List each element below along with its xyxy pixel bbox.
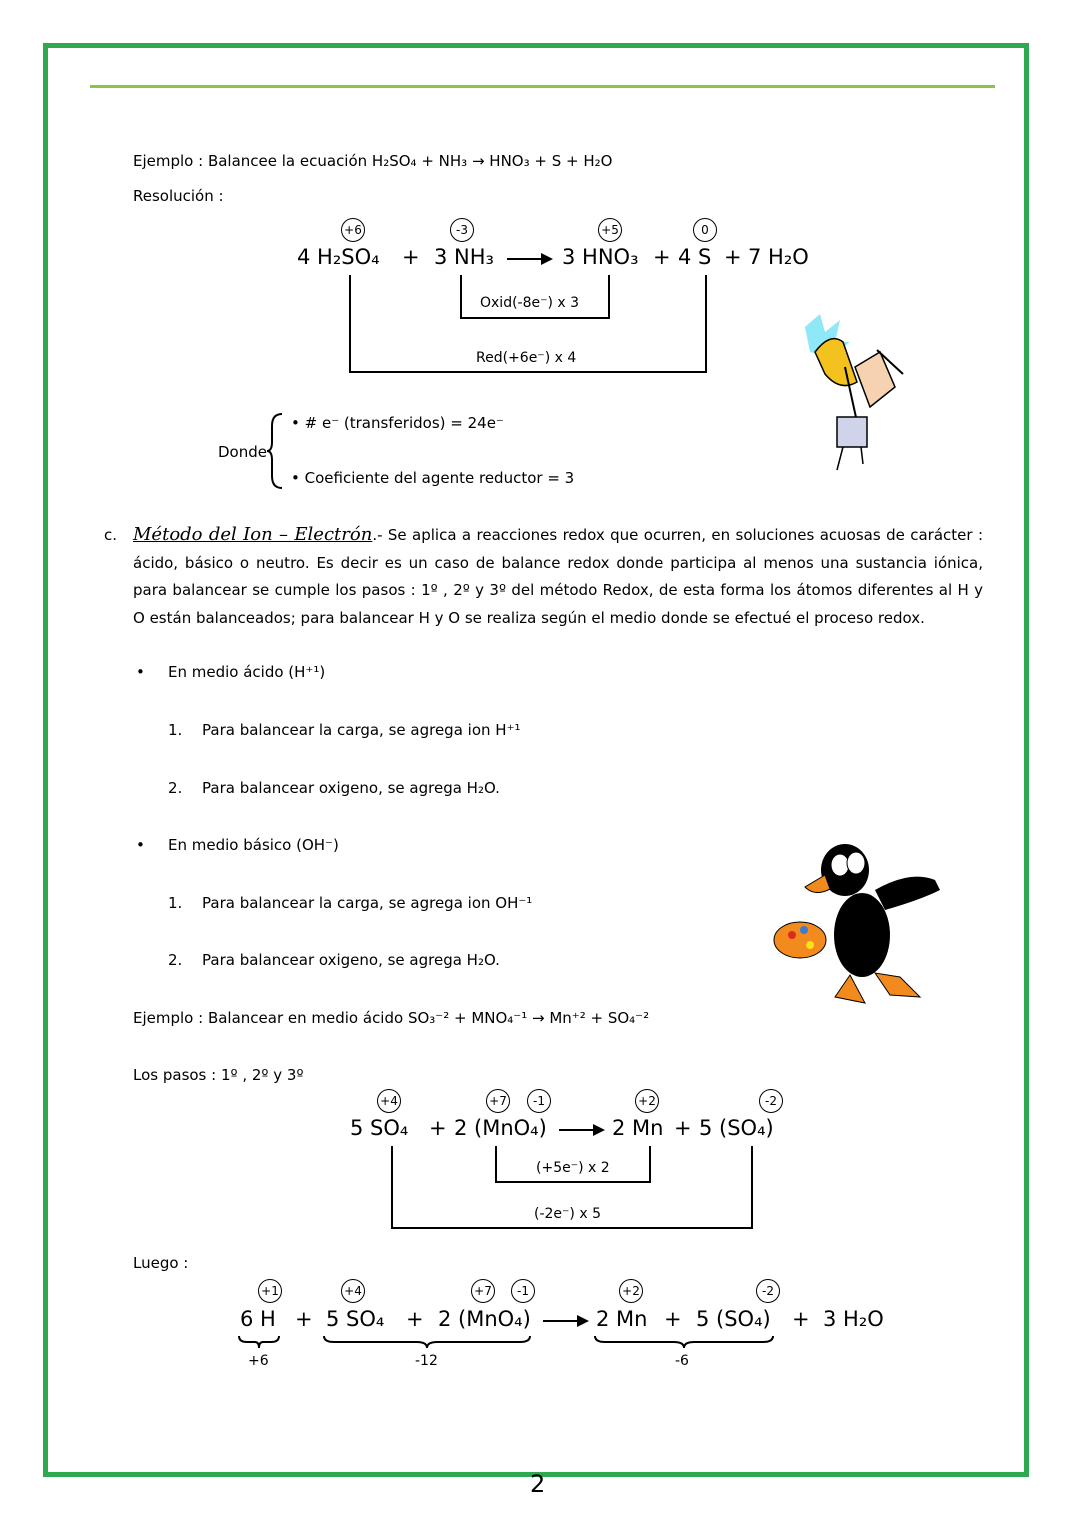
- list-number: 2.: [168, 779, 183, 797]
- list-item: Para balancear oxigeno, se agrega H₂O.: [202, 779, 500, 797]
- under-brace-icon: [237, 1334, 281, 1350]
- reaction-arrow-icon: [543, 1314, 589, 1328]
- eq-plus: +: [792, 1307, 810, 1331]
- eq-term: 2 (MnO₄): [438, 1307, 531, 1331]
- charge-sum: +6: [248, 1353, 269, 1369]
- page-number: 2: [530, 1470, 546, 1498]
- duck-painter-cartoon-image: [770, 825, 950, 1010]
- charge-sum: -12: [415, 1353, 438, 1369]
- oxidation-label: (-2e⁻) x 5: [534, 1206, 601, 1222]
- ox-state: -3: [450, 218, 474, 242]
- eq-term: 4 H₂SO₄: [297, 245, 380, 269]
- eq-term: 5 (SO₄): [699, 1116, 774, 1140]
- resolution-label: Resolución :: [133, 187, 224, 205]
- ox-state: +5: [598, 218, 622, 242]
- eq-term: 2 Mn: [612, 1116, 664, 1140]
- eq-plus: +: [402, 245, 420, 269]
- eq-term: 3 H₂O: [823, 1307, 884, 1331]
- reduction-label: (+5e⁻) x 2: [536, 1160, 610, 1176]
- eq-term: 5 (SO₄): [696, 1307, 771, 1331]
- ox-state: +1: [258, 1279, 282, 1303]
- reaction-arrow-icon: [507, 252, 553, 266]
- eq-term: 5 SO₄: [350, 1116, 409, 1140]
- list-number: 1.: [168, 721, 183, 739]
- bullet-icon: •: [136, 663, 145, 681]
- acid-medium-title: En medio ácido (H⁺¹): [168, 663, 326, 681]
- section-letter: c.: [104, 526, 118, 544]
- ox-state: -2: [759, 1089, 783, 1113]
- eq-plus: +: [653, 245, 671, 269]
- eq-term: 2 Mn: [596, 1307, 648, 1331]
- trumpet-cartoon-image: [785, 312, 915, 482]
- ox-state: -1: [527, 1089, 551, 1113]
- eq-plus: +: [406, 1307, 424, 1331]
- oxidation-label: Oxid(-8e⁻) x 3: [480, 295, 580, 311]
- eq-plus: +: [429, 1116, 447, 1140]
- eq-plus: +: [724, 245, 742, 269]
- example1-statement: Ejemplo : Balancee la ecuación H₂SO₄ + NH₃ → HNO₃ + S + H₂O: [133, 152, 613, 170]
- eq-term: 3 HNO₃: [562, 245, 639, 269]
- basic-medium-title: En medio básico (OH⁻): [168, 836, 339, 854]
- ox-state: 0: [693, 218, 717, 242]
- donde-label: Donde: [218, 443, 267, 461]
- list-number: 2.: [168, 951, 183, 969]
- ox-state: +2: [619, 1279, 643, 1303]
- luego-label: Luego :: [133, 1254, 189, 1272]
- eq-plus: +: [295, 1307, 313, 1331]
- under-brace-icon: [593, 1334, 775, 1350]
- list-number: 1.: [168, 894, 183, 912]
- reduction-label: Red(+6e⁻) x 4: [476, 350, 577, 366]
- example2-statement: Ejemplo : Balancear en medio ácido SO₃⁻² + MNO₄⁻¹ → Mn⁺² + SO₄⁻²: [133, 1009, 650, 1027]
- bullet-icon: •: [136, 836, 145, 854]
- donde-item: • Coeficiente del agente reductor = 3: [291, 469, 575, 487]
- donde-item: • # e⁻ (transferidos) = 24e⁻: [291, 414, 504, 432]
- left-brace-icon: [266, 412, 286, 490]
- eq-term: 4 S: [678, 245, 712, 269]
- section-c-title: Método del Ion – Electrón: [133, 524, 373, 545]
- ox-state: +2: [635, 1089, 659, 1113]
- eq-plus: +: [664, 1307, 682, 1331]
- list-item: Para balancear oxigeno, se agrega H₂O.: [202, 951, 500, 969]
- eq-term: 3 NH₃: [434, 245, 494, 269]
- ox-state: +4: [341, 1279, 365, 1303]
- ox-state: +4: [377, 1089, 401, 1113]
- header-rule: [90, 85, 995, 88]
- eq-plus: +: [674, 1116, 692, 1140]
- steps-label: Los pasos : 1º , 2º y 3º: [133, 1066, 304, 1084]
- eq-term: 2 (MnO₄): [454, 1116, 547, 1140]
- eq-term: 6 H: [240, 1307, 276, 1331]
- ox-state: -2: [756, 1279, 780, 1303]
- reaction-arrow-icon: [559, 1123, 605, 1137]
- eq-term: 7 H₂O: [748, 245, 809, 269]
- list-item: Para balancear la carga, se agrega ion OH⁻¹: [202, 894, 533, 912]
- ox-state: -1: [511, 1279, 535, 1303]
- ox-state: +7: [471, 1279, 495, 1303]
- section-c-paragraph: Método del Ion – Electrón.- Se aplica a reacciones redox que ocurren, en soluciones acuosas de carácter : ácido, básico o neutro. Es decir es un caso de balance redox donde participa al menos una sustancia iónica, para balancear se cumple los pasos : 1º , 2º y 3º del método Redox, de esta forma los átomos diferentes al H y O están balanceados; para balancear H y O se realiza según el medio donde se efectué el proceso redox.: [133, 524, 984, 627]
- eq-term: 5 SO₄: [326, 1307, 385, 1331]
- charge-sum: -6: [675, 1353, 689, 1369]
- under-brace-icon: [322, 1334, 532, 1350]
- list-item: Para balancear la carga, se agrega ion H⁺¹: [202, 721, 521, 739]
- ox-state: +6: [341, 218, 365, 242]
- ox-state: +7: [486, 1089, 510, 1113]
